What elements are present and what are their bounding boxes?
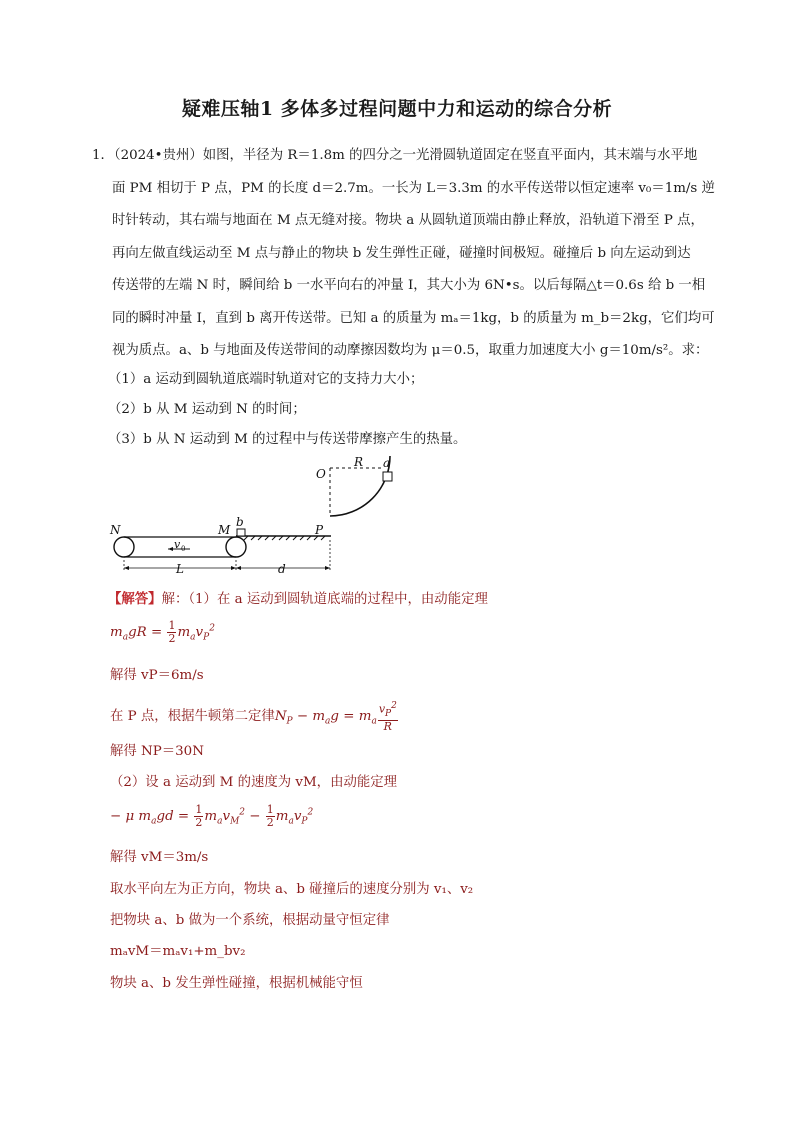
label-d: d [278, 562, 286, 576]
block-a [383, 472, 392, 481]
label-P: P [315, 523, 324, 537]
sub-question-3: （3）b 从 N 运动到 M 的过程中与传送带摩擦产生的热量。 [108, 432, 467, 447]
label-v0: v [174, 538, 181, 551]
block-b [237, 529, 245, 536]
label-a: a [383, 456, 391, 470]
sub-question-2: （2）b 从 M 运动到 N 的时间； [108, 402, 306, 417]
label-b: b [236, 515, 244, 529]
label-O: O [316, 467, 326, 481]
solution-line-10: 物块 a、b 发生弹性碰撞，根据机械能守恒 [110, 976, 363, 991]
label-v0-sub: 0 [181, 545, 186, 553]
label-R: R [354, 456, 364, 469]
solution-line-9: mₐvM＝mₐv₁+m_bv₂ [110, 944, 246, 959]
problem-line-5: 传送带的左端 N 时，瞬间给 b 一水平向右的冲量 I，其大小为 6N•s。以后每隔△t＝0.6s 给 b 一相 [112, 278, 706, 293]
problem-line-3: 时针转动，其右端与地面在 M 点无缝对接。物块 a 从圆轨道顶端由静止释放，沿轨道下滑至 P 点， [112, 213, 704, 228]
solution-line-3: 在 P 点，根据牛顿第二定律$N_P - m_ag = m_a$ $\frac{v_P^2}{R}$ [110, 701, 397, 733]
solution-line-8: 把物块 a、b 做为一个系统，根据动量守恒定律 [110, 913, 390, 928]
physics-diagram [108, 456, 408, 576]
label-N: N [110, 523, 121, 537]
equation-energy-2: − μ $m_agd$ = $\frac{1}{2}$ $m_av_M^2$ − $\frac{1}{2}$ $m_av_P^2$ [110, 803, 314, 829]
problem-line-2: 面 PM 相切于 P 点，PM 的长度 d＝2.7m。一长为 L＝3.3m 的水平传送带以恒定速率 v₀＝1m/s 逆 [112, 180, 715, 196]
roller-right [226, 537, 246, 557]
sub-question-1: （1）a 运动到圆轨道底端时轨道对它的支持力大小； [108, 372, 424, 387]
label-M: M [218, 523, 231, 537]
page-title: 疑难压轴1 多体多过程问题中力和运动的综合分析 [181, 98, 613, 120]
equation-energy-1: $m_agR$ = $\frac{1}{2}$ $m_av_P^2$ [110, 619, 215, 645]
label-L: L [176, 562, 184, 576]
solution-line-4: 解得 NP＝30N [110, 744, 204, 759]
solution-line-1: 【解答】解：（1）在 a 运动到圆轨道底端的过程中，由动能定理 [108, 591, 488, 607]
solution-line-7: 取水平向左为正方向，物块 a、b 碰撞后的速度分别为 v₁、v₂ [110, 882, 474, 897]
answer-tag: 【解答】 [108, 591, 162, 607]
problem-line-4: 再向左做直线运动至 M 点与静止的物块 b 发生弹性正碰，碰撞时间极短。碰撞后 b 向左运动到达 [112, 245, 691, 261]
solution-line-6: 解得 vM＝3m/s [110, 850, 209, 865]
problem-line-1: 1．（2024•贵州）如图，半径为 R＝1.8m 的四分之一光滑圆轨道固定在竖直平面内，其末端与水平地 [92, 148, 698, 163]
problem-line-6: 同的瞬时冲量 I，直到 b 离开传送带。已知 a 的质量为 mₐ＝1kg，b 的质量为 m_b＝2kg，它们均可 [112, 310, 715, 326]
problem-statement [92, 140, 715, 368]
roller-left [114, 537, 134, 557]
problem-line-7: 视为质点。a、b 与地面及传送带间的动摩擦因数均为 μ＝0.5，取重力加速度大小 g＝10m/s²。求： [112, 343, 709, 358]
solution-line-2: 解得 vP＝6m/s [110, 668, 204, 683]
solution-line-5: （2）设 a 运动到 M 的速度为 vM，由动能定理 [110, 775, 398, 790]
